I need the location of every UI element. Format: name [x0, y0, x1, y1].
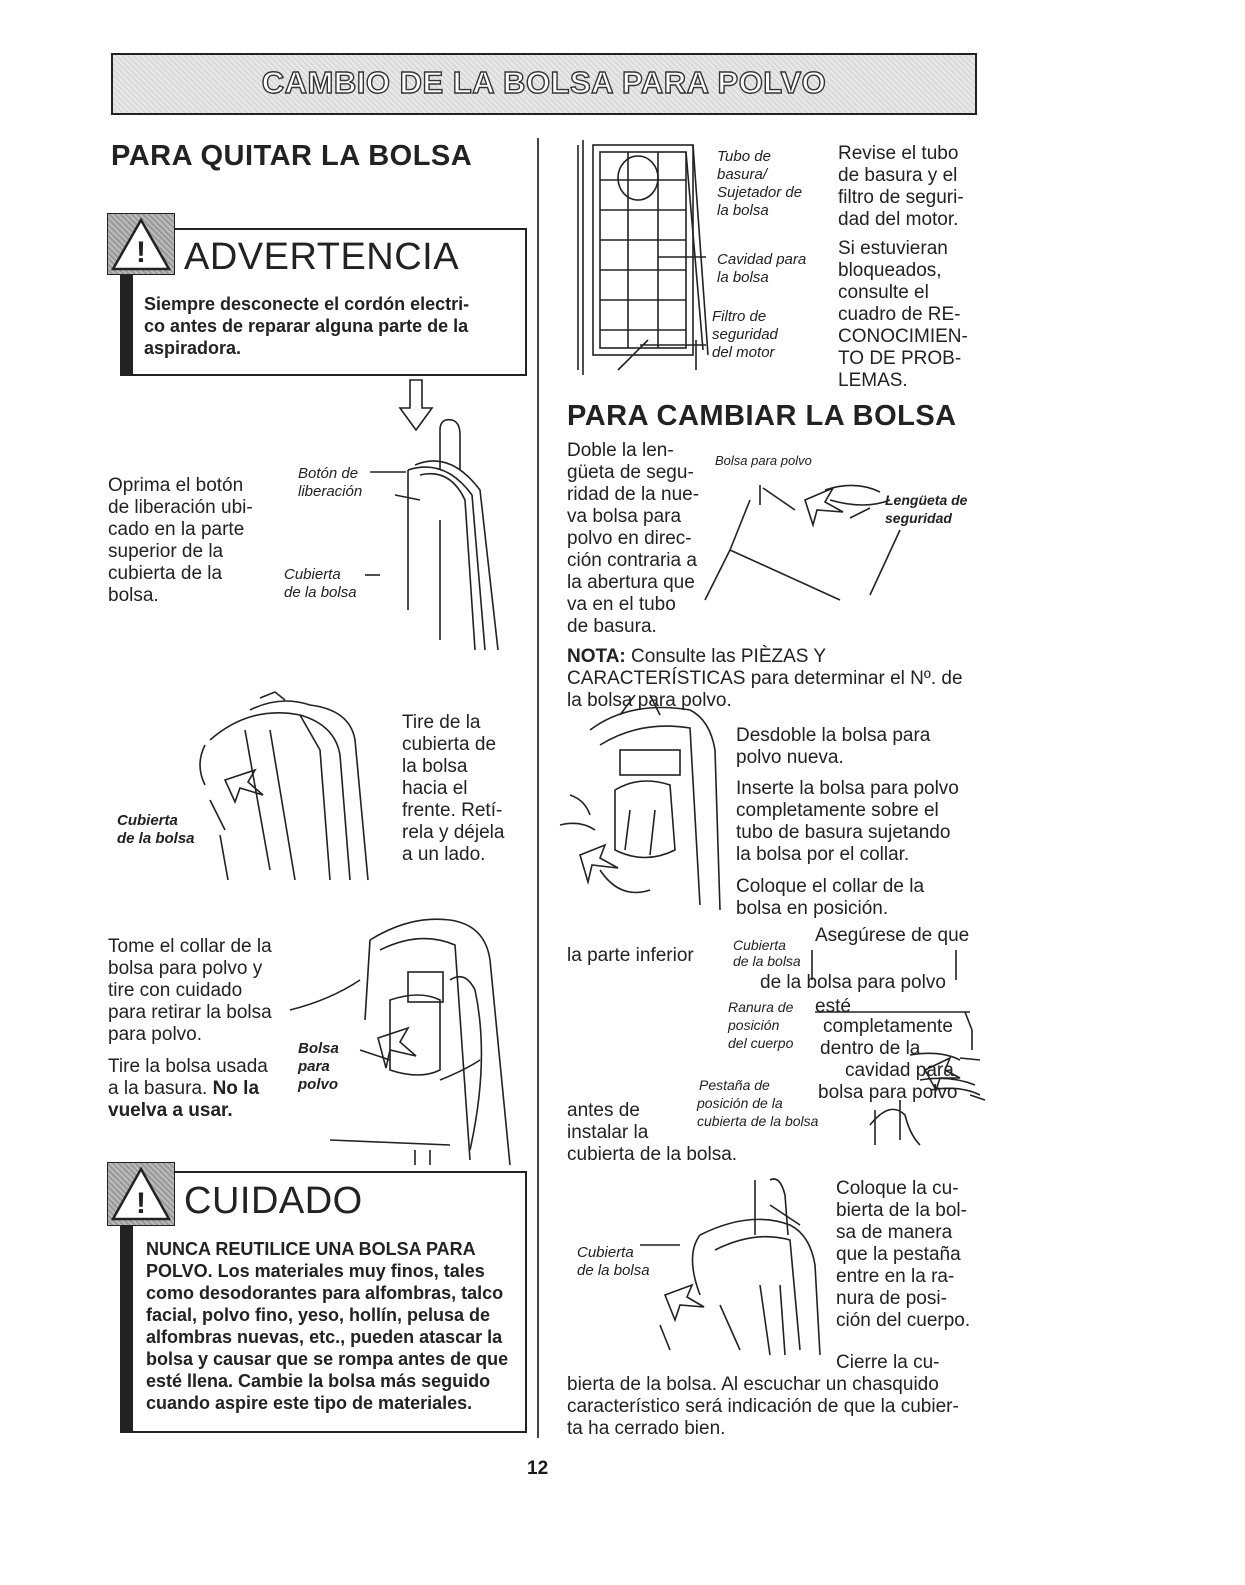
text-line: polvo nueva. [736, 747, 844, 768]
insert-text-1 [736, 725, 930, 769]
text-line: tire con cuidado [108, 980, 243, 1001]
check-text [838, 143, 964, 231]
caution-title: CUIDADO [184, 1180, 363, 1222]
text-line: vuelva a usar. [108, 1100, 233, 1121]
label-line: Cubierta [117, 812, 178, 829]
ensure-text-11: cubierta de la bolsa. [567, 1144, 738, 1165]
text-line: Coloque el collar de la [736, 876, 925, 897]
text-line: Desdoble la bolsa para [736, 725, 931, 746]
warning-line: Siempre desconecte el cordón electri- [144, 294, 470, 314]
text-line: característico será indicación de que la cubier- [567, 1396, 959, 1417]
warning-title: ADVERTENCIA [184, 236, 460, 278]
label-line: liberación [298, 483, 363, 500]
note-span: Consulte las PIÈZAS Y [631, 646, 827, 667]
bag-position-illustration [800, 950, 985, 1150]
text-line: ridad de la nue- [567, 484, 700, 505]
step1-text [108, 475, 253, 607]
text-line: cado en la parte [108, 519, 245, 540]
label-line: Lengüeta de [885, 492, 968, 508]
text-line: cuadro de RE- [838, 304, 961, 325]
text-line: Oprima el botón [108, 475, 244, 496]
text-line: frente. Retí- [402, 800, 503, 821]
text-line: va en el tubo [567, 594, 676, 615]
label-line: del cuerpo [728, 1035, 794, 1051]
svg-text:!: ! [136, 236, 146, 269]
text-line: va bolsa para [567, 506, 682, 527]
text-line: filtro de seguri- [838, 187, 964, 208]
text-line: tubo de basura sujetando [736, 822, 951, 843]
ensure-text-8: bolsa para polvo [818, 1082, 958, 1103]
caution-line: POLVO. Los materiales muy finos, tales [146, 1261, 485, 1281]
note-label: NOTA: [567, 646, 626, 667]
text-line: la bolsa por el collar. [736, 844, 910, 865]
label-motor-filter [712, 308, 778, 362]
label-line: Sujetador de [717, 184, 803, 201]
text-line: ción contraria a [567, 550, 697, 571]
text-line: Coloque la cu- [836, 1178, 959, 1199]
caution-triangle-icon [108, 1163, 174, 1225]
step3-discard-text [108, 1056, 268, 1122]
label-line: seguridad [885, 510, 952, 526]
text-line: bolsa en posición. [736, 898, 889, 919]
label-line: Filtro de [712, 308, 767, 325]
label-line: de la bolsa [733, 953, 801, 969]
ensure-text-4: esté [815, 996, 851, 1017]
text-line: de liberación ubi- [108, 497, 253, 518]
change-bag-heading: PARA CAMBIAR LA BOLSA [567, 400, 957, 432]
text-line: de basura. [567, 616, 657, 637]
text-line: consulte el [838, 282, 929, 303]
ensure-text-5: completamente [823, 1016, 953, 1037]
text-line: para retirar la bolsa [108, 1002, 272, 1023]
ensure-text-6: dentro de la [820, 1038, 921, 1059]
caution-line: NUNCA REUTILICE UNA BOLSA PARA [146, 1239, 476, 1259]
text-line: güeta de segu- [567, 462, 694, 483]
column-divider [537, 138, 539, 1438]
text-line: Revise el tubo [838, 143, 959, 164]
text-line: entre en la ra- [836, 1266, 955, 1287]
caution-line: facial, polvo fino, yeso, hollín, pelusa de [146, 1305, 491, 1325]
text-line: ta ha cerrado bien. [567, 1418, 726, 1439]
text-line: bolsa. [108, 585, 159, 606]
text-line: ción del cuerpo. [836, 1310, 971, 1331]
label-line: para [298, 1058, 330, 1075]
ensure-text-3: de la bolsa para polvo [760, 972, 946, 993]
note-line: la bolsa para polvo. [567, 690, 732, 711]
caution-text [146, 1238, 508, 1414]
note-line [567, 646, 963, 668]
ensure-text-7: cavidad para [845, 1060, 954, 1081]
step2-text [402, 712, 504, 866]
text-line: cubierta de [402, 734, 497, 755]
close-text-2-start: Cierre la cu- [836, 1352, 940, 1373]
warning-icon [107, 213, 175, 275]
remove-bag-illustration [290, 910, 520, 1170]
text-line: bierta de la bolsa. Al escuchar un chasquido [567, 1374, 939, 1395]
remove-cover-illustration [150, 690, 380, 890]
text-line: cubierta de la [108, 563, 223, 584]
page-number: 12 [527, 1458, 549, 1479]
text-line: Tire la bolsa usada [108, 1056, 268, 1077]
caution-line: bolsa y causar que se rompa antes de que [146, 1349, 509, 1369]
text-line: completamente sobre el [736, 800, 939, 821]
text-line: que la pestaña [836, 1244, 961, 1265]
label-line: basura/ [717, 166, 768, 183]
label-cover-ensure [733, 936, 801, 972]
label-line: de la bolsa [117, 830, 195, 847]
label-line: la bolsa [717, 202, 769, 219]
label-line: de la bolsa [284, 584, 357, 601]
text-line: superior de la [108, 541, 224, 562]
label-line: Tubo de [717, 148, 771, 165]
label-line: Cubierta [733, 937, 786, 953]
label-line: Botón de [298, 465, 359, 482]
label-line: polvo [298, 1076, 338, 1093]
label-line: de la bolsa [577, 1262, 650, 1279]
warning-line: aspiradora. [144, 338, 242, 358]
text-span: a la basura. [108, 1078, 208, 1099]
text-line: sa de manera [836, 1222, 953, 1243]
text-line: Inserte la bolsa para polvo [736, 778, 959, 799]
filter-check-illustration [578, 140, 708, 380]
label-line: Pestaña de [699, 1077, 770, 1093]
text-line: de basura y el [838, 165, 958, 186]
caution-line: alfombras nuevas, etc., pueden atascar la [146, 1327, 503, 1347]
text-line: Doble la len- [567, 440, 674, 461]
close-cover-illustration [640, 1175, 830, 1360]
close-text-2 [567, 1374, 959, 1440]
caution-line: esté llena. Cambie la bolsa más seguido [146, 1371, 491, 1391]
label-line: cubierta de la bolsa [697, 1113, 819, 1129]
label-line: posición de la [697, 1095, 783, 1111]
note-line: CARACTERÍSTICAS para determinar el Nº. de [567, 668, 963, 689]
close-text [836, 1178, 970, 1332]
insert-bag-illustration [560, 690, 730, 920]
label-release-button [298, 465, 362, 501]
page-title: CAMBIO DE LA BOLSA PARA POLVO [261, 65, 827, 100]
check-blocked-text [838, 238, 968, 392]
label-line: del motor [712, 344, 775, 361]
ensure-text-2: la parte inferior [567, 945, 694, 966]
label-line: seguridad [712, 326, 778, 343]
text-line: hacia el [402, 778, 468, 799]
text-line: bloqueados, [838, 260, 942, 281]
caution-icon [107, 1162, 175, 1226]
label-line: Cubierta [577, 1244, 634, 1261]
caution-line: como desodorantes para alfombras, talco [146, 1283, 504, 1303]
release-button-illustration [360, 380, 510, 660]
text-line: nura de posi- [836, 1288, 947, 1309]
label-line: la bolsa [717, 269, 769, 286]
insert-text-3 [736, 876, 924, 920]
text-line: bolsa para polvo y [108, 958, 263, 979]
label-line: Cubierta [284, 566, 341, 583]
text-line: TO DE PROB- [838, 348, 962, 369]
label-line: Bolsa [298, 1040, 339, 1057]
label-body-slot [728, 998, 793, 1052]
label-bag-cavity [717, 251, 806, 287]
text-line: Tire de la [402, 712, 481, 733]
text-line: polvo en direc- [567, 528, 692, 549]
step3-text [108, 936, 272, 1046]
text-line: dad del motor. [838, 209, 959, 230]
fold-text [567, 440, 699, 638]
text-line: bierta de la bol- [836, 1200, 967, 1221]
text-line: LEMAS. [838, 370, 908, 391]
text-line: la abertura que [567, 572, 695, 593]
label-trash-tube [717, 148, 802, 220]
bold-span: No la [212, 1078, 260, 1099]
remove-bag-heading: PARA QUITAR LA BOLSA [111, 140, 473, 172]
ensure-text-1: Asegúrese de que [815, 925, 970, 946]
text-line: Tome el collar de la [108, 936, 272, 957]
warning-triangle-icon [108, 214, 174, 274]
ensure-text-10: instalar la [567, 1122, 649, 1143]
ensure-text-9: antes de [567, 1100, 640, 1121]
label-cover-close [577, 1244, 650, 1280]
text-line: la bolsa [402, 756, 468, 777]
text-line: para polvo. [108, 1024, 203, 1045]
caution-line: cuando aspire este tipo de materiales. [146, 1393, 473, 1413]
warning-line: co antes de reparar alguna parte de la [144, 316, 469, 336]
text-line: a un lado. [402, 844, 486, 865]
svg-text:!: ! [136, 1187, 146, 1220]
insert-text-2 [736, 778, 959, 866]
text-line: rela y déjela [402, 822, 505, 843]
label-bag-cover [284, 566, 357, 602]
warning-text [144, 293, 469, 359]
label-cover-step2 [117, 812, 195, 848]
text-line: CONOCIMIEN- [838, 326, 968, 347]
title-banner [111, 53, 977, 115]
text-line [108, 1078, 268, 1100]
label-line: posición [728, 1017, 780, 1033]
text-line: Si estuvieran [838, 238, 948, 259]
fold-tab-illustration [705, 470, 905, 610]
label-line: Ranura de [728, 999, 794, 1015]
label-line: Cavidad para [717, 251, 807, 268]
label-dust-bag-fold: Bolsa para polvo [715, 453, 812, 468]
